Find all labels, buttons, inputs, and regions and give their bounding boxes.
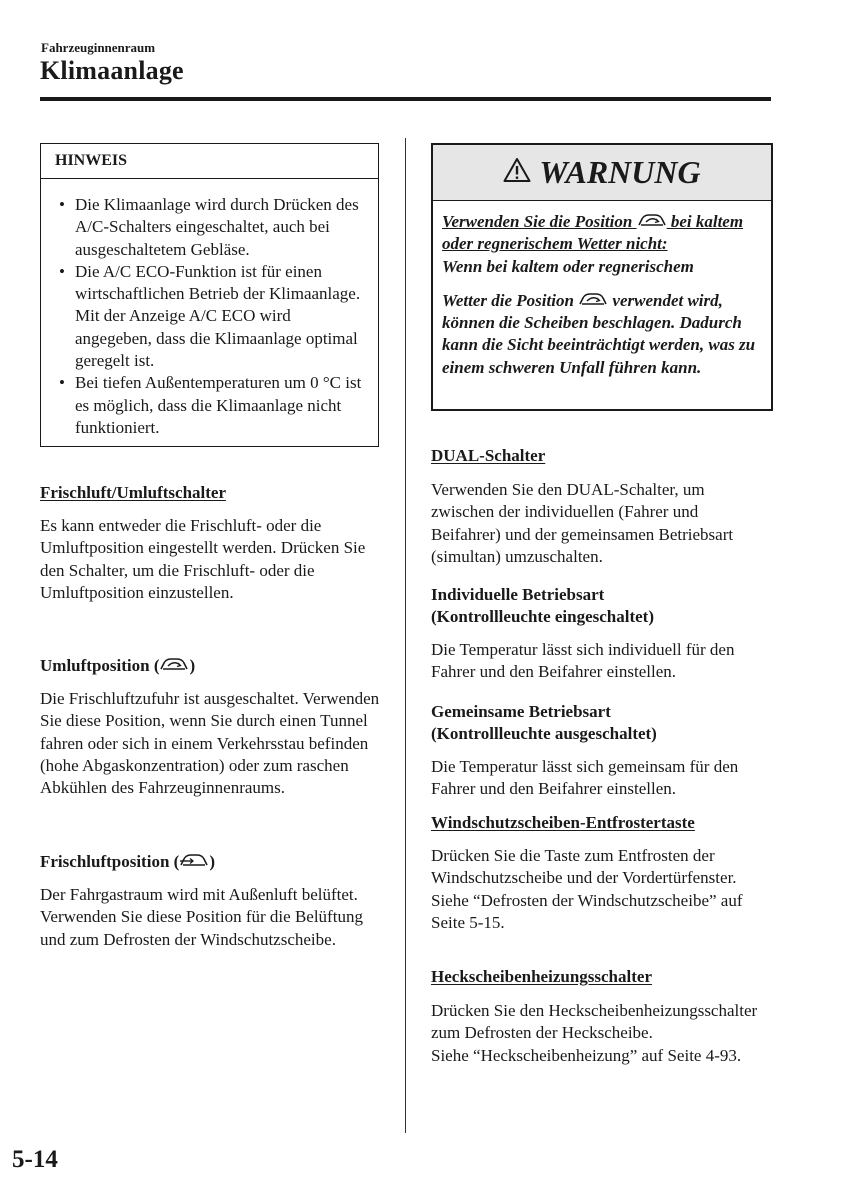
column-divider — [405, 138, 406, 1133]
rear-text — [431, 1000, 766, 1067]
outside-air-icon — [179, 853, 209, 868]
warning-box — [431, 143, 773, 411]
fresh-position-text: Der Fahrgastraum wird mit Außenluft belüftet. Verwenden Sie diese Position für die Belüftung und zum Defrosten der Windschutzscheibe. — [40, 885, 363, 949]
note-item-text: Die Klimaanlage wird durch Drücken des A/C-Schalters eingeschaltet, auch bei ausgeschaltetem Gebläse. — [75, 195, 359, 259]
warning-line1: Verwenden Sie die Position bei kaltem oder regnerischem Wetter nicht: — [442, 212, 744, 254]
rear-reference: Siehe “Heckscheibenheizung” auf Seite 4-93. — [431, 1045, 742, 1065]
note-item-text: Bei tiefen Außentemperaturen um 0 °C ist es möglich, dass die Klimaanlage nicht funktioniert. — [75, 373, 362, 437]
recirc-heading-close: ) — [189, 656, 196, 675]
dual-heading: DUAL-Schalter — [431, 446, 546, 465]
recirc-position-heading — [40, 655, 380, 677]
bullet: • — [59, 261, 65, 281]
individual-text: Die Temperatur lässt sich individuell für den Fahrer und den Beifahrer einstellen. — [431, 640, 735, 682]
note-item — [59, 261, 370, 372]
common-heading — [431, 701, 766, 746]
individual-heading — [431, 584, 766, 629]
fresh-heading-close: ) — [209, 852, 215, 871]
warning-paragraph — [442, 211, 763, 278]
note-list — [41, 179, 378, 439]
warning-triangle-icon — [503, 157, 531, 188]
note-heading: HINWEIS — [41, 144, 378, 179]
warning-para2-end: verwendet wird, können die Scheiben beschlagen. Dadurch kann die Sicht beeinträchtigt werden, was zu einem schweren Unfall führen kann. — [442, 290, 756, 377]
recirc-heading-text: Umluftposition ( — [40, 656, 160, 675]
recirc-position-text: Die Frischluftzufuhr ist ausgeschaltet. Verwenden Sie diese Position, wenn Sie durch einen Tunnel fahren oder sich in einem Verkehrsstau befinden (hohe Abgaskonzentration) oder zum raschen Abkühlen des Fahrzeuginnenraums. — [40, 689, 380, 798]
common-heading-line2: (Kontrollleuchte ausgeschaltet) — [431, 724, 657, 744]
windshield-heading: Windschutzscheiben-Entfrostertaste — [431, 813, 695, 832]
recirculation-icon — [578, 292, 608, 307]
rear-heading: Heckscheibenheizungsschalter — [431, 967, 652, 986]
common-text: Die Temperatur lässt sich gemeinsam für den Fahrer und den Beifahrer einstellen. — [431, 757, 739, 799]
warning-line2: Wenn bei kaltem oder regnerischem — [442, 256, 694, 276]
rear-instruction: Drücken Sie den Heckscheibenheizungsschalter zum Defrosten der Heckscheibe. — [431, 1001, 758, 1043]
windshield-text — [431, 845, 766, 934]
dual-text: Verwenden Sie den DUAL-Schalter, um zwischen der individuellen (Fahrer und Beifahrer) und der gemeinsamen Betriebsart (simultan) umzuschalten. — [431, 480, 734, 566]
bullet: • — [59, 195, 65, 214]
note-item — [59, 372, 370, 439]
fresh-heading-text: Frischluftposition ( — [40, 852, 180, 871]
windshield-instruction: Drücken Sie die Taste zum Entfrosten der Windschutzscheibe und der Vordertürfenster. — [431, 846, 737, 888]
recirculation-icon — [159, 657, 189, 672]
warning-para2-start: Wetter die Position — [442, 290, 579, 310]
windshield-reference: Siehe “Defrosten der Windschutzscheibe” auf Seite 5-15. — [431, 890, 743, 932]
individual-heading-line2: (Kontrollleuchte eingeschaltet) — [431, 607, 655, 627]
page-title: Klimaanlage — [40, 56, 184, 85]
note-item-text: Die A/C ECO-Funktion ist für einen wirtschaftlichen Betrieb der Klimaanlage. Mit der Anzeige A/C ECO wird angegeben, dass die Klimaanlage optimal geregelt ist. — [75, 261, 361, 371]
individual-heading-line1: Individuelle Betriebsart — [431, 585, 605, 604]
fresh-recirc-heading: Frischluft/Umluftschalter — [40, 483, 227, 502]
warning-paragraph — [442, 290, 763, 379]
note-item — [59, 194, 370, 261]
note-box — [40, 143, 379, 447]
recirculation-icon — [637, 213, 667, 228]
fresh-position-heading — [40, 851, 380, 873]
bullet: • — [59, 373, 65, 393]
common-heading-line1: Gemeinsame Betriebsart — [431, 702, 611, 721]
warning-title: WARNUNG — [539, 154, 701, 190]
page-number: 5-14 — [12, 1146, 58, 1173]
fresh-recirc-text: Es kann entweder die Frischluft- oder die Umluftposition eingestellt werden. Drücken Sie den Schalter, um die Frischluft- oder die Umluftposition einzustellen. — [40, 516, 366, 602]
warning-header — [433, 145, 771, 201]
warning-body — [433, 201, 771, 379]
title-rule — [40, 97, 771, 101]
section-label: Fahrzeuginnenraum — [41, 40, 156, 55]
